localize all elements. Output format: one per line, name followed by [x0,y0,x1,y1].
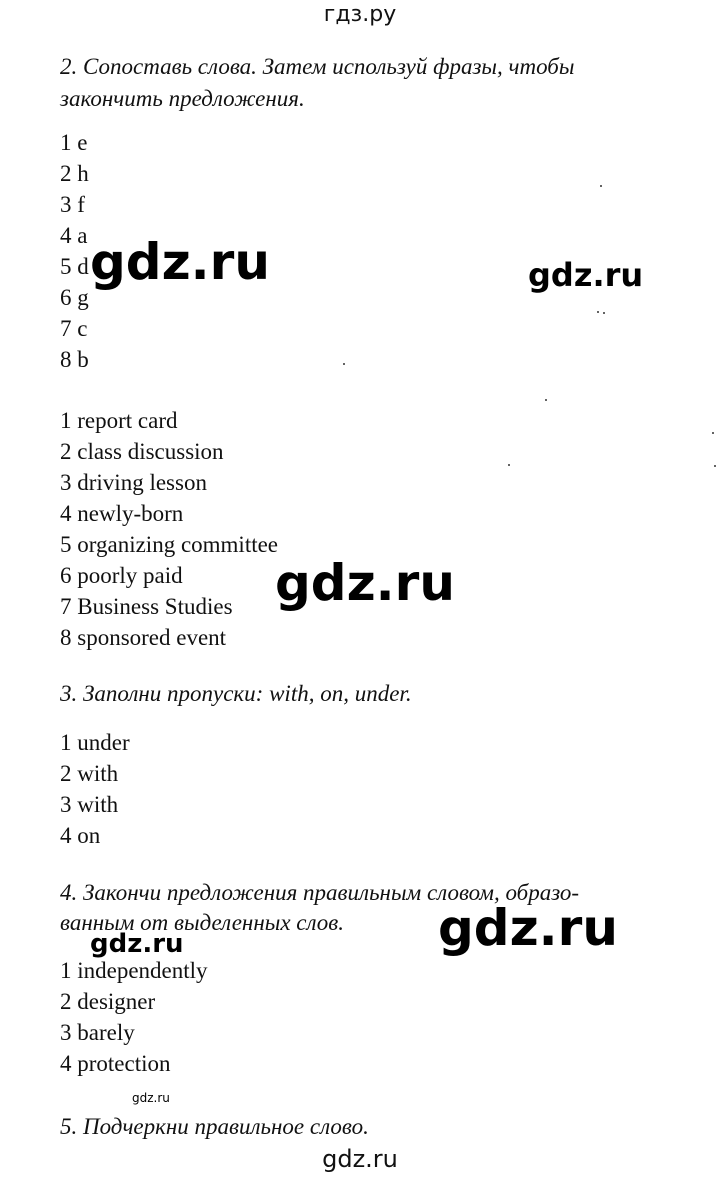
list-item: 7 Business Studies [60,594,233,619]
list-item: 1 under [60,730,130,755]
list-item: 7 c [60,316,88,341]
list-item: 3 barely [60,1020,135,1045]
list-item: 5 d [60,254,89,279]
scan-speck [508,464,510,466]
watermark-large-2: gdz.ru [275,554,455,612]
list-item: 2 designer [60,989,156,1014]
task2-title-line2: закончить предложения. [60,86,305,111]
list-item: 5 organizing committee [60,532,279,557]
scan-speck [597,311,599,313]
list-item: 2 h [60,161,89,186]
list-item: 8 sponsored event [60,625,227,650]
watermark-tiny: gdz.ru [132,1091,170,1105]
scan-speck [600,185,602,187]
task2-title-line1: 2. Сопоставь слова. Затем используй фразы, чтобы [60,54,575,79]
watermark-large-3: gdz.ru [438,899,618,957]
list-item: 4 a [60,223,88,248]
list-item: 8 b [60,347,89,372]
list-item: 4 newly-born [60,501,184,526]
scan-speck [714,465,716,467]
list-item: 3 f [60,192,85,217]
list-item: 2 with [60,761,119,786]
task4-title-line1: 4. Закончи предложения правильным словом, образо- [60,880,580,905]
list-item: 1 e [60,130,88,155]
list-item: 4 on [60,823,101,848]
list-item: 6 g [60,285,89,310]
scan-speck [712,432,714,434]
list-item: 2 class discussion [60,439,224,464]
site-footer: gdz.ru [322,1145,398,1173]
task5-title: 5. Подчеркни правильное слово. [60,1114,369,1139]
watermark-small: gdz.ru [90,929,184,959]
site-header: гдз.ру [323,2,397,27]
scan-speck [343,363,345,365]
scan-speck [603,312,605,314]
list-item: 6 poorly paid [60,563,183,588]
list-item: 3 with [60,792,119,817]
task4-title-line2: ванным от выделенных слов. [60,910,345,935]
watermark-large: gdz.ru [90,233,270,291]
list-item: 1 independently [60,958,208,983]
list-item: 1 report card [60,408,178,433]
watermark-medium: gdz.ru [528,256,644,294]
list-item: 3 driving lesson [60,470,207,495]
scan-speck [545,399,547,401]
list-item: 4 protection [60,1051,171,1076]
task3-title: 3. Заполни пропуски: with, on, under. [60,681,412,706]
